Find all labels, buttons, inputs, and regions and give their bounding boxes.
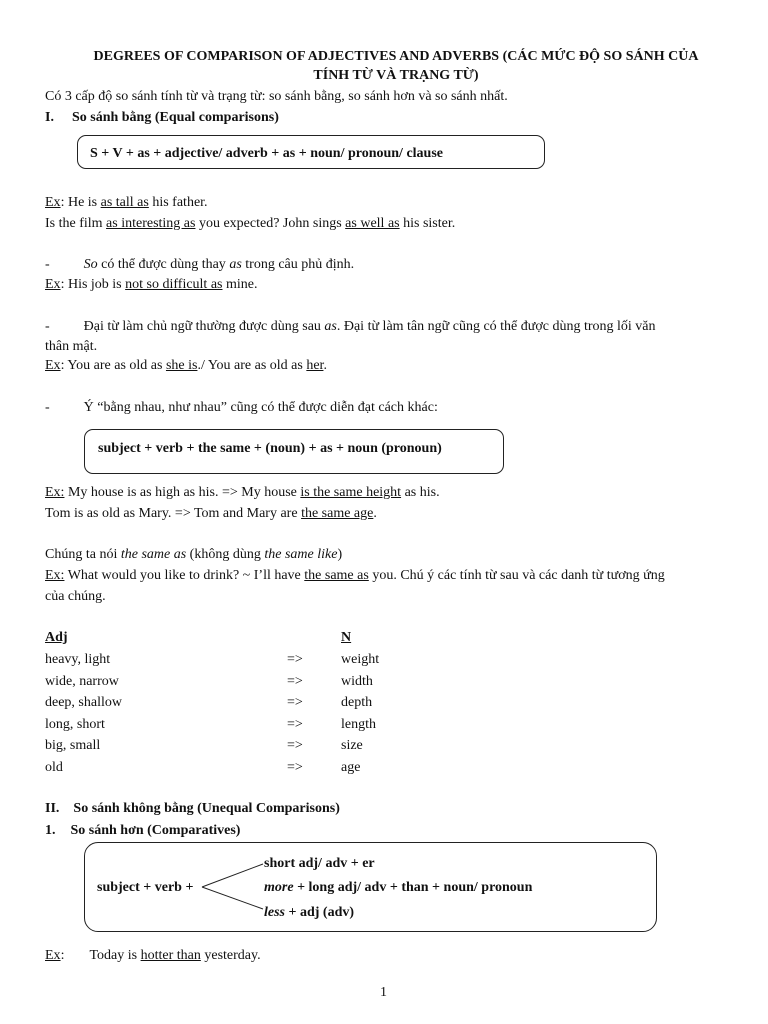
example-colon: :: [60, 948, 65, 963]
example-label: Ex: [45, 195, 61, 210]
example-underlined: is the same height: [300, 485, 402, 500]
example-text: you expected? John sings: [195, 216, 346, 231]
formula-text: + adj (adv): [285, 905, 355, 920]
example-label: Ex: [45, 277, 61, 292]
note-italic: the same like: [264, 547, 338, 562]
section-2-title: So sánh không bằng (Unequal Comparisons): [73, 801, 340, 816]
note-text: Chúng ta nói: [45, 547, 121, 562]
example-text: My house is as high as his. => My house: [64, 485, 301, 500]
note-text: Đại từ làm chủ ngữ thường được dùng sau: [83, 319, 325, 334]
example-text: Today is: [89, 948, 141, 963]
table-cell-arrow: =>: [287, 738, 303, 753]
page-number: 1: [380, 985, 387, 1000]
example-underlined: as well as: [345, 216, 400, 231]
example-5-cont: của chúng.: [45, 589, 106, 604]
note-text: ): [337, 547, 343, 562]
example-label: Ex: [45, 948, 61, 963]
example-6: [45, 947, 261, 965]
example-text: yesterday.: [200, 948, 261, 963]
table-cell-adj: long, short: [45, 717, 105, 732]
example-underlined: as interesting as: [106, 216, 196, 231]
branch-arrows-icon: [200, 858, 266, 916]
formula-branch-long: [264, 879, 532, 897]
bullet-dash: -: [45, 400, 50, 415]
subsection-1-title: So sánh hơn (Comparatives): [70, 823, 241, 838]
example-text: Tom is as old as Mary. => Tom and Mary are: [45, 506, 302, 521]
section-1-title: So sánh bằng (Equal comparisons): [71, 110, 279, 125]
example-text: .: [323, 358, 327, 373]
example-underlined: her: [306, 358, 324, 373]
example-4: [45, 484, 440, 502]
formula-same: subject + verb + the same + (noun) + as + noun (pronoun): [98, 441, 442, 456]
table-cell-noun: age: [341, 760, 361, 775]
table-cell-adj: big, small: [45, 738, 101, 753]
table-cell-noun: size: [341, 738, 363, 753]
example-text: ./ You are as old as: [197, 358, 307, 373]
example-text: What would you like to drink? ~ I’ll have: [64, 568, 305, 583]
formula-comparative-left: subject + verb +: [97, 880, 194, 895]
example-underlined: the same as: [304, 568, 369, 583]
section-1-heading: [45, 109, 279, 127]
note-italic: So: [83, 257, 98, 272]
formula-italic: more: [264, 880, 294, 895]
note-italic: as: [229, 257, 242, 272]
table-cell-noun: length: [341, 717, 376, 732]
bullet-dash: -: [45, 319, 50, 334]
note-same: [45, 399, 438, 417]
table-cell-arrow: =>: [287, 717, 303, 732]
note-italic: the same as: [120, 547, 187, 562]
example-underlined: she is: [165, 358, 198, 373]
example-2: [45, 276, 257, 294]
table-cell-arrow: =>: [287, 652, 303, 667]
note-same-as: [45, 546, 342, 564]
section-2-number: II.: [45, 801, 60, 816]
example-text: : His job is: [60, 277, 126, 292]
example-1b: [45, 215, 455, 233]
table-cell-arrow: =>: [287, 760, 303, 775]
formula-branch-less: [264, 904, 354, 922]
note-pronoun: [45, 318, 656, 336]
example-5: [45, 567, 665, 585]
table-cell-noun: weight: [341, 652, 380, 667]
note-so: [45, 256, 354, 274]
table-cell-adj: heavy, light: [45, 652, 111, 667]
example-text: you. Chú ý các tính từ sau và các danh từ tương ứng: [368, 568, 665, 583]
note-text: có thể được dùng thay: [97, 257, 230, 272]
example-text: .: [373, 506, 377, 521]
example-label: Ex: [45, 358, 61, 373]
table-cell-adj: old: [45, 760, 63, 775]
intro-text: Có 3 cấp độ so sánh tính từ và trạng từ: so sánh bằng, so sánh hơn và so sánh nhất.: [45, 89, 508, 104]
subsection-1-number: 1.: [45, 823, 56, 838]
note-italic: as: [324, 319, 337, 334]
table-cell-noun: depth: [341, 695, 373, 710]
example-underlined: as tall as: [100, 195, 149, 210]
example-label: Ex:: [45, 568, 65, 583]
table-cell-arrow: =>: [287, 674, 303, 689]
page-title-line1: DEGREES OF COMPARISON OF ADJECTIVES AND ADVERBS (CÁC MỨC ĐỘ SO SÁNH CỦA: [93, 49, 699, 64]
example-text: Is the film: [45, 216, 107, 231]
example-text: as his.: [401, 485, 440, 500]
note-text: trong câu phủ định.: [241, 257, 355, 272]
table-cell-adj: deep, shallow: [45, 695, 122, 710]
table-cell-noun: width: [341, 674, 373, 689]
example-text: : You are as old as: [60, 358, 166, 373]
bullet-dash: -: [45, 257, 50, 272]
formula-branch-short: short adj/ adv + er: [264, 856, 375, 871]
example-text: mine.: [222, 277, 258, 292]
table-cell-arrow: =>: [287, 695, 303, 710]
section-2-heading: [45, 800, 340, 818]
example-text: his father.: [148, 195, 208, 210]
example-label: Ex:: [45, 485, 65, 500]
page-title-line2: TÍNH TỪ VÀ TRẠNG TỪ): [313, 68, 479, 83]
example-1: [45, 194, 208, 212]
example-underlined: not so difficult as: [125, 277, 223, 292]
example-underlined: hotter than: [140, 948, 201, 963]
note-text: (không dùng: [186, 547, 265, 562]
note-pronoun-cont: thân mật.: [45, 339, 98, 354]
table-header-n: N: [341, 630, 352, 645]
example-3: [45, 357, 327, 375]
example-underlined: the same age: [301, 506, 374, 521]
formula-equal: S + V + as + adjective/ adverb + as + noun/ pronoun/ clause: [90, 146, 444, 161]
note-text: . Đại từ làm tân ngữ cũng có thể được dùng trong lối văn: [336, 319, 656, 334]
formula-italic: less: [264, 905, 285, 920]
example-4b: [45, 505, 377, 523]
table-cell-adj: wide, narrow: [45, 674, 119, 689]
table-header-adj: Adj: [45, 630, 68, 645]
section-1-number: I.: [45, 110, 54, 125]
example-text: : He is: [60, 195, 101, 210]
note-text: Ý “bằng nhau, như nhau” cũng có thể được diễn đạt cách khác:: [83, 400, 438, 415]
formula-text: + long adj/ adv + than + noun/ pronoun: [293, 880, 533, 895]
example-text: his sister.: [399, 216, 456, 231]
subsection-1-heading: [45, 822, 240, 840]
